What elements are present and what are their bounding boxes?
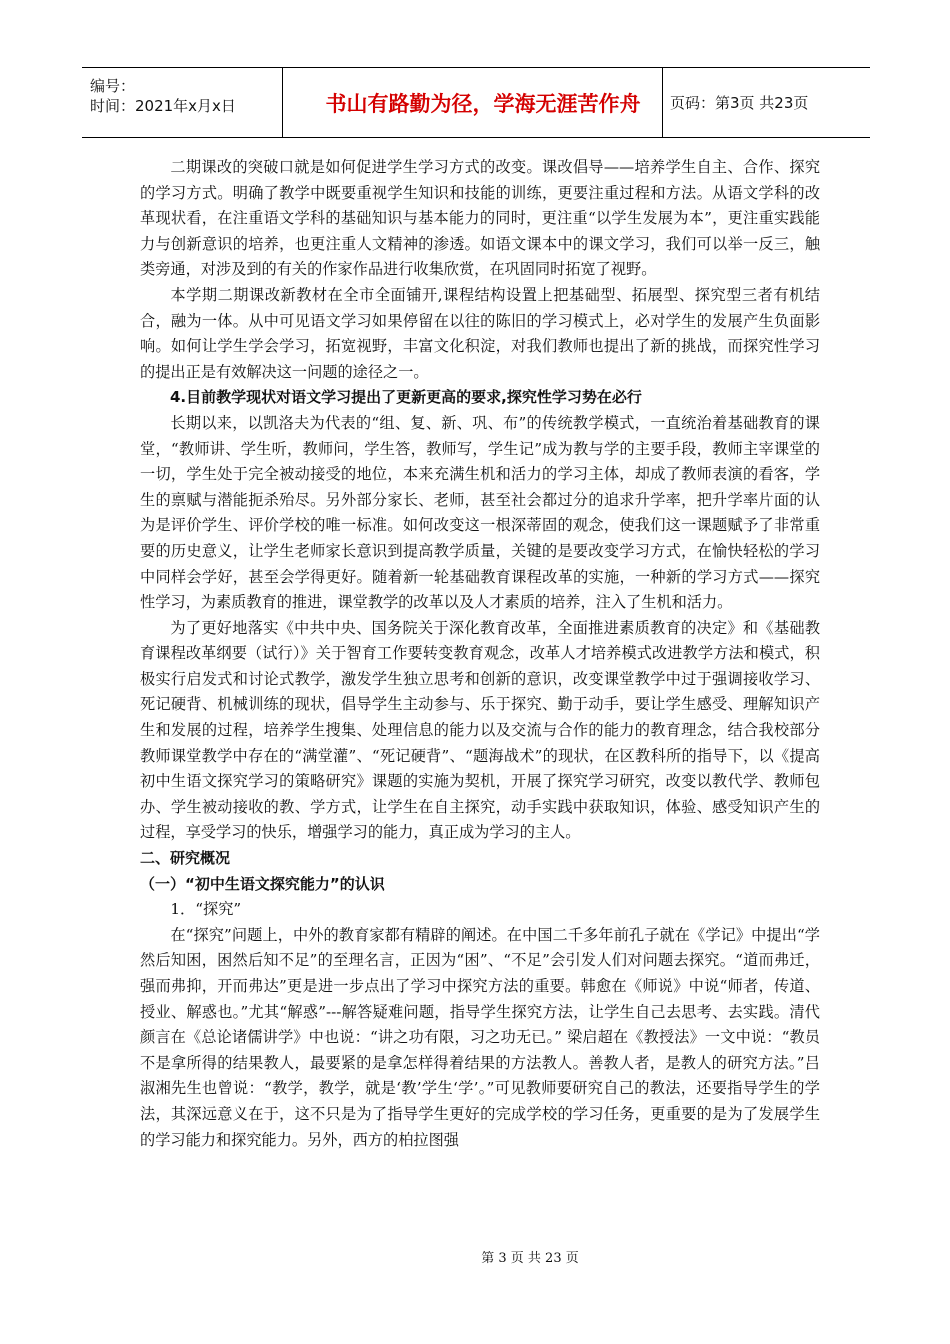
document-number-label: 编号： [90, 77, 136, 95]
header-motto: 书山有路勤为径，学海无涯苦作舟 [325, 91, 641, 116]
page-header [82, 67, 870, 138]
body-paragraph: 在“探究”问题上，中外的教育家都有精辟的阐述。在中国二千多年前孔子就在《学记》中提出“学然后知困，困然后知不足”的至理名言，正因为“困”、“不足”会引发人们对问题去探究。“道而弗迁，强而弗抑，开而弗达”更是进一步点出了学习中探究方法的重要。韩愈在《师说》中说“师者，传道、授业、解惑也。”尤其“解惑”---解答疑难问题，指导学生探究方法，让学生自己去思考、去实践。清代颜言在《总论诸儒讲学》中也说：“讲之功有限，习之功无已。” 梁启超在《教授法》一文中说：“教员不是拿所得的结果教人，最要紧的是拿怎样得着结果的方法教人。善教人者，是教人的研究方法。”吕淑湘先生也曾说：“教学，教学，就是‘教’学生‘学’。”可见教师要研究自己的教法，还要指导学生的学法，其深远意义在于，这不只是为了指导学生更好的完成学校的学习任务，更重要的是为了发展学生的学习能力和探究能力。另外，西方的柏拉图强 [140, 925, 820, 1149]
numbered-heading: 1．“探究” [170, 900, 242, 919]
footer-page-number: 第 3 页 共 23 页 [481, 1251, 579, 1266]
document-body [140, 155, 820, 1153]
header-meta [90, 76, 236, 116]
page-footer [0, 1247, 950, 1266]
subsection-heading: （一）“初中生语文探究能力”的认识 [140, 874, 385, 893]
body-paragraph: 为了更好地落实《中共中央、国务院关于深化教育改革，全面推进素质教育的决定》和《基础教育课程改革纲要（试行）》关于智育工作要转变教育观念，改革人才培养模式改进教学方法和模式，积极实行启发式和讨论式教学，激发学生独立思考和创新的意识，改变课堂教学中过于强调接收学习、死记硬背、机械训练的现状，倡导学生主动参与、乐于探究、勤于动手，要让学生感受、理解知识产生和发展的过程，培养学生搜集、处理信息的能力以及交流与合作的能力的教育理念，结合我校部分教师课堂教学中存在的“满堂灌”、“死记硬背”、“题海战术”的现状，在区教科所的指导下，以《提高初中生语文探究学习的策略研究》课题的实施为契机，开展了探究学习研究，改变以教代学、教师包办、学生被动接收的教、学方式，让学生在自主探究，动手实践中获取知识，体验、感受知识产生的过程，享受学习的快乐，增强学习的能力，真正成为学习的主人。 [140, 618, 820, 842]
body-paragraph: 长期以来，以凯洛夫为代表的“组、复、新、巩、布”的传统教学模式，一直统治着基础教育的课堂，“教师讲、学生听，教师问，学生答，教师写，学生记”成为教与学的主要手段，教师主宰课堂的一切，学生处于完全被动接受的地位，本来充满生机和活力的学习主体，却成了教师表演的看客，学生的禀赋与潜能扼杀殆尽。另外部分家长、老师，甚至社会都过分的追求升学率，把升学率片面的认为是评价学生、评价学校的唯一标准。如何改变这一根深蒂固的观念，使我们这一课题赋予了非常重要的历史意义，让学生老师家长意识到提高教学质量，关键的是要改变学习方式，在愉快轻松的学习中同样会学好，甚至会学得更好。随着新一轮基础教育课程改革的实施，一种新的学习方式——探究性学习，为素质教育的推进，课堂教学的改革以及人才素质的培养，注入了生机和活力。 [140, 413, 820, 612]
section-heading: 4.目前教学现状对语文学习提出了更新更高的要求,探究性学习势在必行 [170, 388, 642, 407]
header-page-label: 页码：第3页 共23页 [670, 94, 809, 112]
body-paragraph: 二期课改的突破口就是如何促进学生学习方式的改变。课改倡导——培养学生自主、合作、探究的学习方式。明确了教学中既要重视学生知识和技能的训练，更要注重过程和方法。从语文学科的改革现状看，在注重语文学科的基础知识与基本能力的同时，更注重“以学生发展为本”，更注重实践能力与创新意识的培养，也更注重人文精神的渗透。如语文课本中的课文学习，我们可以举一反三，触类旁通，对涉及到的有关的作家作品进行收集欣赏，在巩固同时拓宽了视野。 [140, 158, 820, 279]
header-divider-left [282, 68, 283, 137]
document-date-label: 时间：2021年x月x日 [90, 97, 236, 115]
section-heading: 二、研究概况 [140, 849, 231, 868]
body-paragraph: 本学期二期课改新教材在全市全面铺开,课程结构设置上把基础型、拓展型、探究型三者有机结合，融为一体。从中可见语文学习如果停留在以往的陈旧的学习模式上，必对学生的发展产生负面影响。如何让学生学会学习，拓宽视野，丰富文化积淀，对我们教师也提出了新的挑战，而探究性学习的提出正是有效解决这一问题的途径之一。 [140, 285, 820, 381]
